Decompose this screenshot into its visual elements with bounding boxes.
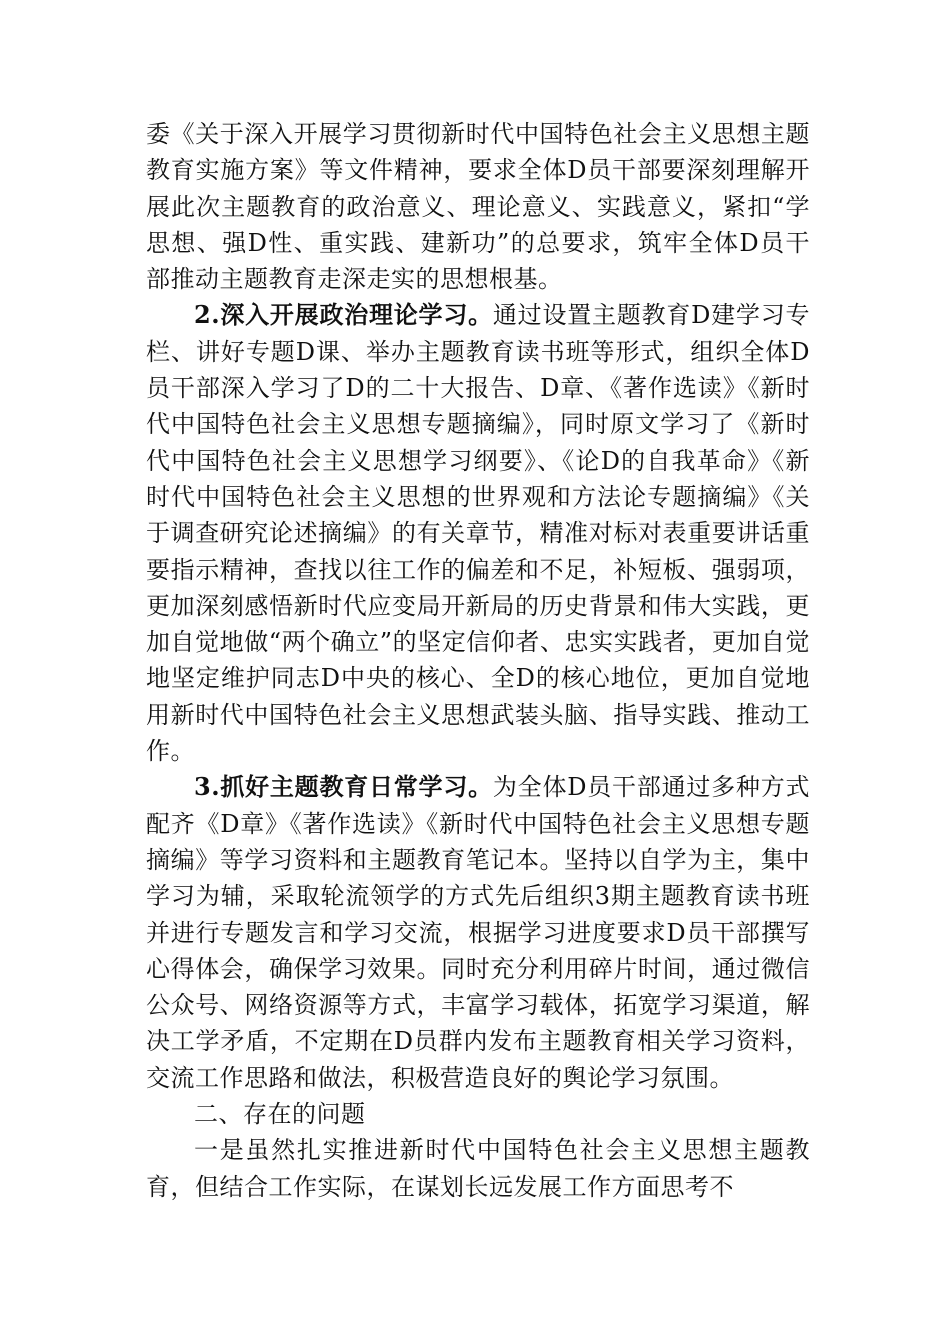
paragraph-political-theory-study xyxy=(146,297,810,769)
paragraph-text: 通过设置主题教育D建学习专栏、讲好专题D课、举办主题教育读书班等形式，组织全体D员干部深入学习了D的二十大报告、D章、《著作选读》《新时代中国特色社会主义思想专题摘编》，同时原文学习了《新时代中国特色社会主义思想学习纲要》、《论D的自我革命》《新时代中国特色社会主义思想的世界观和方法论专题摘编》《关于调查研究论述摘编》的有关章节，精准对标对表重要讲话重要指示精神，查找以往工作的偏差和不足，补短板、强弱项，更加深刻感悟新时代应变局开新局的历史背景和伟大实践，更加自觉地做“两个确立”的坚定信仰者、忠实实践者，更加自觉地坚定维护同志D中央的核心、全D的核心地位，更加自觉地用新时代中国特色社会主义思想武装头脑、指导实践、推动工作。 xyxy=(146,301,810,766)
paragraph-title: 2.深入开展政治理论学习。 xyxy=(194,300,493,330)
paragraph-continued xyxy=(146,116,810,297)
paragraph-text: 委《关于深入开展学习贯彻新时代中国特色社会主义思想主题教育实施方案》等文件精神，要求全体D员干部要深刻理解开展此次主题教育的政治意义、理论意义、实践意义，紧扣“学思想、强D性、重实践、建新功”的总要求，筑牢全体D员干部推动主题教育走深走实的思想根基。 xyxy=(146,120,810,294)
paragraph-problems xyxy=(146,1132,810,1205)
paragraph-daily-study xyxy=(146,769,810,1096)
section-heading: 二、存在的问题 xyxy=(194,1100,366,1129)
paragraph-title: 3.抓好主题教育日常学习。 xyxy=(194,772,493,802)
document-body xyxy=(146,116,810,1205)
paragraph-text: 为全体D员干部通过多种方式配齐《D章》《著作选读》《新时代中国特色社会主义思想专题摘编》等学习资料和主题教育笔记本。坚持以自学为主，集中学习为辅，采取轮流领学的方式先后组织3期主题教育读书班并进行专题发言和学习交流，根据学习进度要求D员干部撰写心得体会，确保学习效果。同时充分利用碎片时间，通过微信公众号、网络资源等方式，丰富学习载体，拓宽学习渠道，解决工学矛盾，不定期在D员群内发布主题教育相关学习资料，交流工作思路和做法，积极营造良好的舆论学习氛围。 xyxy=(146,773,810,1092)
paragraph-text: 一是虽然扎实推进新时代中国特色社会主义思想主题教育，但结合工作实际，在谋划长远发展工作方面思考不 xyxy=(146,1136,810,1201)
